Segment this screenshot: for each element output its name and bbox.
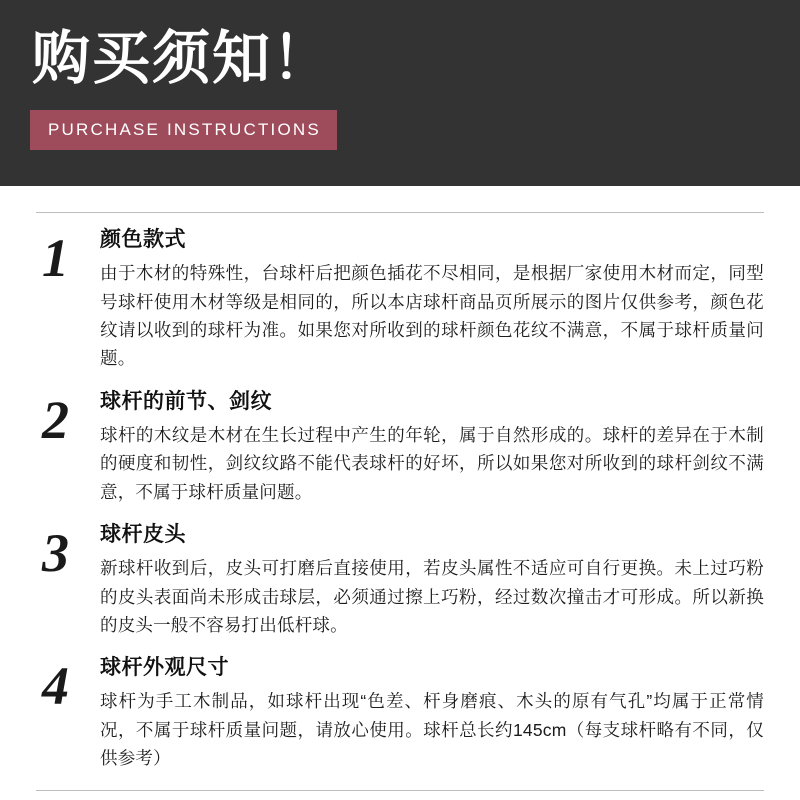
divider-bottom xyxy=(36,790,764,791)
item-number: 4 xyxy=(42,656,69,717)
item-text: 新球杆收到后，皮头可打磨后直接使用，若皮头属性不适应可自行更换。未上过巧粉的皮头表面尚未形成击球层，必须通过擦上巧粉，经过数次撞击才可形成。所以新换的皮头一般不容易打出低杆球。 xyxy=(100,558,764,635)
item-number: 2 xyxy=(42,389,69,450)
list-item xyxy=(36,213,764,375)
item-title: 球杆外观尺寸 xyxy=(100,656,229,680)
item-title: 颜色款式 xyxy=(100,228,186,251)
item-number: 3 xyxy=(42,522,69,583)
item-body xyxy=(100,389,764,506)
page-header xyxy=(0,0,800,186)
list-item xyxy=(36,375,764,508)
item-body xyxy=(100,522,764,639)
item-title: 球杆的前节、剑纹 xyxy=(100,389,272,413)
item-body xyxy=(100,655,764,772)
item-text: 球杆为手工木制品，如球杆出现“色差、杆身磨痕、木头的原有气孔”均属于正常情况，不属于球杆质量问题，请放心使用。球杆总长约145cm（每支球杆略有不同，仅供参考） xyxy=(100,691,764,769)
item-body xyxy=(100,227,764,373)
list-item xyxy=(36,508,764,641)
page-title: 购买须知！ xyxy=(32,26,333,91)
item-title: 球杆皮头 xyxy=(100,522,186,546)
instructions-content xyxy=(0,212,800,791)
item-text: 由于木材的特殊性，台球杆后把颜色插花不尽相同，是根据厂家使用木材而定，同型号球杆使用木材等级是相同的，所以本店球杆商品页所展示的图片仅供参考，颜色花纹请以收到的球杆为准。如果您对所收到的球杆颜色花纹不满意，不属于球杆质量问题。 xyxy=(100,263,764,369)
list-item xyxy=(36,641,764,774)
item-number: 1 xyxy=(42,228,69,288)
item-text: 球杆的木纹是木材在生长过程中产生的年轮，属于自然形成的。球杆的差异在于木制的硬度和韧性，剑纹纹路不能代表球杆的好坏，所以如果您对所收到的球杆剑纹不满意，不属于球杆质量问题。 xyxy=(100,424,764,502)
page-subtitle-label: PURCHASE INSTRUCTIONS xyxy=(48,119,321,139)
page-subtitle-badge xyxy=(30,110,337,150)
